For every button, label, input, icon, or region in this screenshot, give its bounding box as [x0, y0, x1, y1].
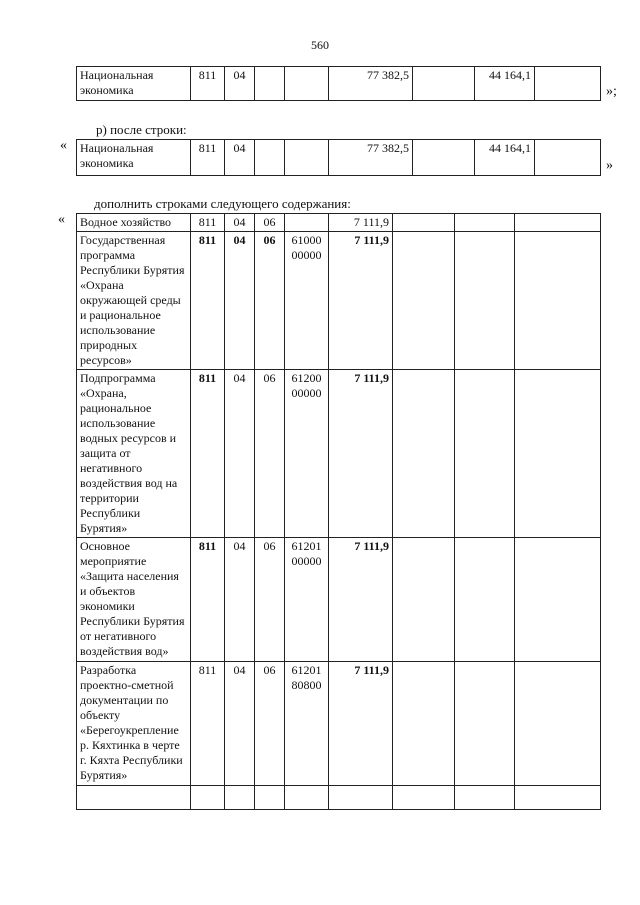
cell-amount-4 [535, 140, 601, 176]
closing-quote-2: » [606, 158, 613, 173]
cell-code-3: 06 [255, 214, 285, 232]
cell-code-2: 04 [225, 538, 255, 662]
cell-code-3: 06 [255, 232, 285, 370]
cell-code-4 [285, 140, 329, 176]
cell-code-1: 811 [191, 370, 225, 538]
cell-code-4 [285, 214, 329, 232]
cell-empty [393, 214, 455, 232]
cell-code-2: 04 [225, 140, 255, 176]
cell-code-4 [285, 67, 329, 101]
cell-empty [393, 662, 455, 786]
paragraph-r: р) после строки: [96, 122, 187, 137]
cell-empty [393, 538, 455, 662]
cell-empty [77, 786, 191, 810]
cell-code-1: 811 [191, 662, 225, 786]
cell-amount-2 [413, 67, 475, 101]
cell-code-4: 61201 80800 [285, 662, 329, 786]
cell-code-3: 06 [255, 538, 285, 662]
cell-empty [455, 232, 515, 370]
page-number: 560 [311, 38, 329, 52]
row-name: Национальная экономика [77, 67, 191, 101]
cell-empty [515, 786, 601, 810]
cell-amount-1: 7 111,9 [329, 370, 393, 538]
cell-amount-4 [535, 67, 601, 101]
cell-code-1: 811 [191, 538, 225, 662]
table-water-management [76, 213, 601, 810]
row-name: Подпрограмма «Охрана, рациональное использование водных ресурсов и защита от негативного воздействия вод на территории Республики Бурятия» [77, 370, 191, 538]
cell-empty [455, 786, 515, 810]
cell-amount-1: 7 111,9 [329, 214, 393, 232]
row-name: Водное хозяйство [77, 214, 191, 232]
row-name: Разработка проектно-сметной документации по объекту «Берегоукрепление р. Кяхтинка в черте г. Кяхта Республики Бурятия» [77, 662, 191, 786]
cell-empty [455, 538, 515, 662]
cell-empty [393, 370, 455, 538]
cell-code-2: 04 [225, 214, 255, 232]
cell-code-3: 06 [255, 662, 285, 786]
cell-code-4: 61000 00000 [285, 232, 329, 370]
opening-quote-3: « [58, 212, 65, 227]
cell-empty [515, 214, 601, 232]
cell-code-3: 06 [255, 370, 285, 538]
cell-empty [393, 786, 455, 810]
cell-code-2: 04 [225, 232, 255, 370]
cell-empty [455, 662, 515, 786]
cell-code-3 [255, 67, 285, 101]
cell-empty [225, 786, 255, 810]
cell-empty [393, 232, 455, 370]
cell-code-2: 04 [225, 370, 255, 538]
closing-quote-1: »; [606, 84, 617, 99]
cell-code-1: 811 [191, 140, 225, 176]
row-name: Национальная экономика [77, 140, 191, 176]
cell-code-1: 811 [191, 214, 225, 232]
cell-amount-1: 7 111,9 [329, 662, 393, 786]
cell-amount-1: 7 111,9 [329, 232, 393, 370]
cell-empty [515, 662, 601, 786]
cell-empty [515, 538, 601, 662]
cell-code-2: 04 [225, 662, 255, 786]
table-national-economy-before [76, 66, 601, 101]
cell-amount-1: 77 382,5 [329, 67, 413, 101]
cell-code-1: 811 [191, 232, 225, 370]
cell-empty [455, 370, 515, 538]
cell-empty [515, 370, 601, 538]
row-name: Основное мероприятие «Защита населения и объектов экономики Республики Бурятия от негативного воздействия вод» [77, 538, 191, 662]
paragraph-add: дополнить строками следующего содержания: [94, 196, 351, 211]
cell-empty [255, 786, 285, 810]
cell-amount-3: 44 164,1 [475, 67, 535, 101]
cell-empty [285, 786, 329, 810]
table-national-economy-after [76, 139, 601, 176]
cell-code-3 [255, 140, 285, 176]
cell-code-4: 61200 00000 [285, 370, 329, 538]
cell-amount-1: 77 382,5 [329, 140, 413, 176]
cell-amount-1: 7 111,9 [329, 538, 393, 662]
row-name: Государственная программа Республики Бурятия «Охрана окружающей среды и рациональное использование природных ресурсов» [77, 232, 191, 370]
cell-empty [515, 232, 601, 370]
opening-quote-2: « [60, 138, 67, 153]
cell-amount-2 [413, 140, 475, 176]
cell-code-2: 04 [225, 67, 255, 101]
cell-empty [329, 786, 393, 810]
cell-empty [191, 786, 225, 810]
cell-amount-3: 44 164,1 [475, 140, 535, 176]
cell-code-1: 811 [191, 67, 225, 101]
cell-empty [455, 214, 515, 232]
cell-code-4: 61201 00000 [285, 538, 329, 662]
